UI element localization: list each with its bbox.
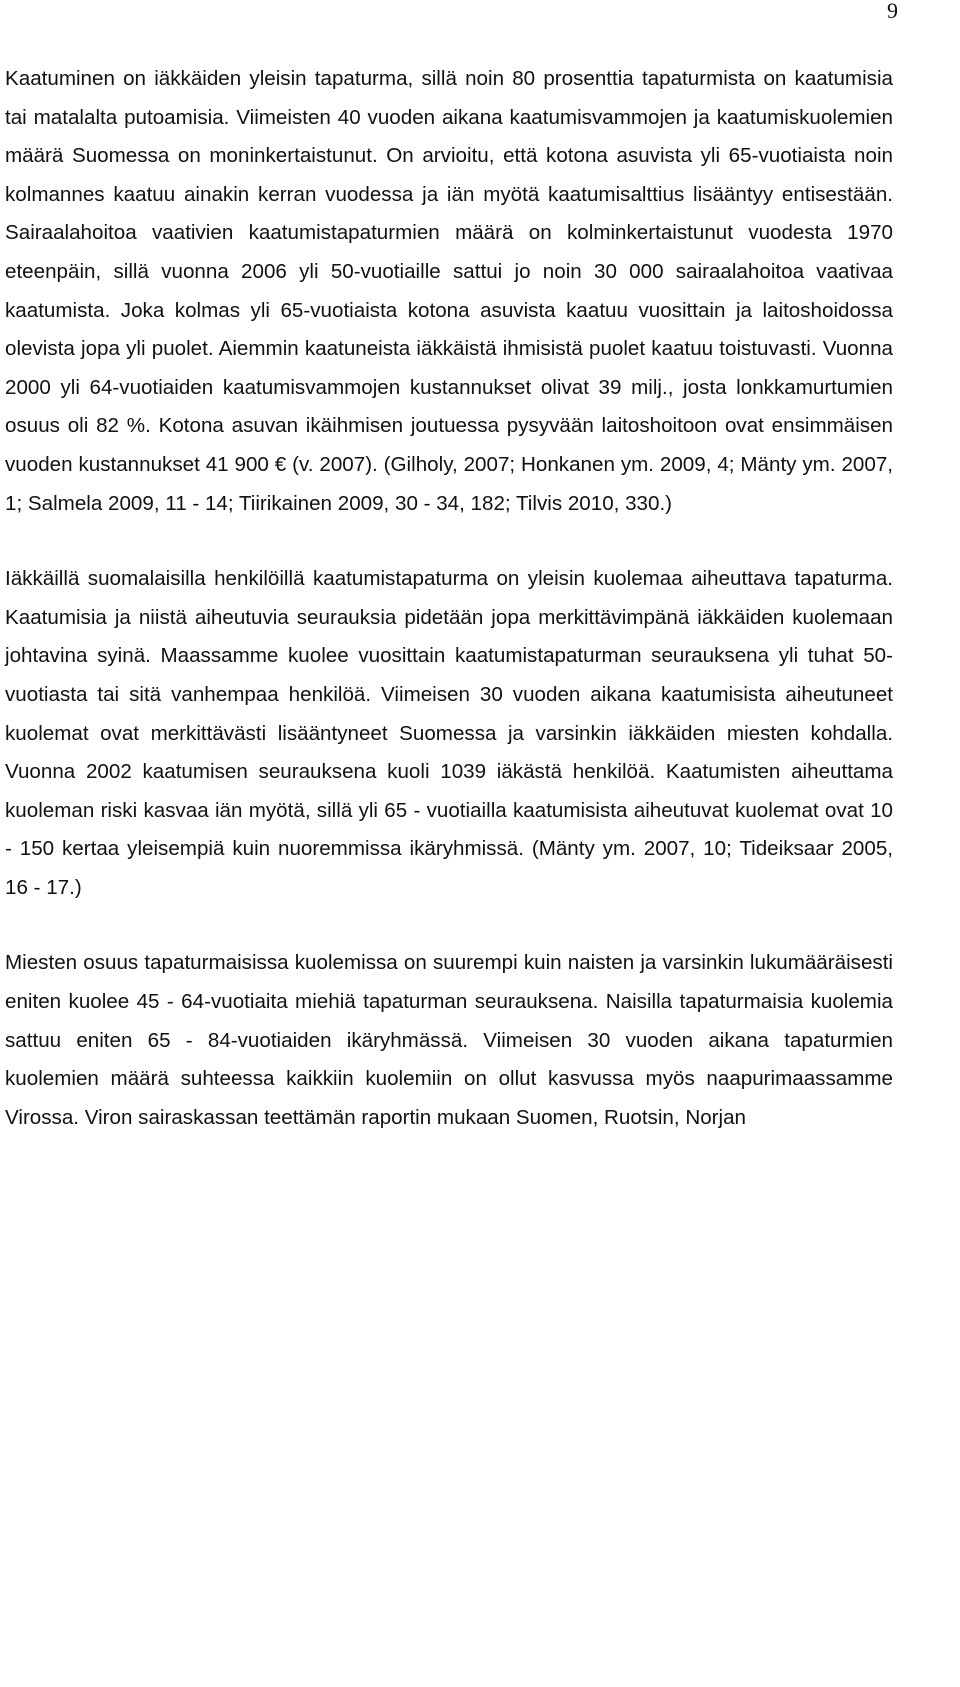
paragraph-falls-prevalence: Kaatuminen on iäkkäiden yleisin tapaturma, sillä noin 80 prosenttia tapaturmista on kaatumisia tai matalalta putoamisia. Viimeisten 40 vuoden aikana kaatumisvammojen ja kaatumiskuolemien määrä Suomessa on moninkertaistunut. On arvioitu, että kotona asuvista yli 65-vuotiaista noin kolmannes kaatuu ainakin kerran vuodessa ja iän myötä kaatumisalttius lisääntyy entisestään. Sairaalahoitoa vaativien kaatumistapaturmien määrä on kolminkertaistunut vuodesta 1970 eteenpäin, sillä vuonna 2006 yli 50-vuotiaille sattui jo noin 30 000 sairaalahoitoa vaativaa kaatumista. Joka kolmas yli 65-vuotiaista kotona asuvista kaatuu vuosittain ja laitoshoidossa olevista jopa yli puolet. Aiemmin kaatuneista iäkkäistä ihmisistä puolet kaatuu toistuvasti. Vuonna 2000 yli 64-vuotiaiden kaatumisvammojen kustannukset olivat 39 milj., josta lonkkamurtumien osuus oli 82 %. Kotona asuvan ikäihmisen joutuessa pysyvään laitoshoitoon ovat ensimmäisen vuoden kustannukset 41 900 € (v. 2007). (Gilholy, 2007; Honkanen ym. 2009, 4; Mänty ym. 2007, 1; Salmela 2009, 11 - 14; Tiirikainen 2009, 30 - 34, 182; Tilvis 2010, 330.) <box>5 67 893 515</box>
paragraph-gender-differences: Miesten osuus tapaturmaisissa kuolemissa on suurempi kuin naisten ja varsinkin lukumääräisesti eniten kuolee 45 - 64-vuotiaita miehiä tapaturman seurauksena. Naisilla tapaturmaisia kuolemia sattuu eniten 65 - 84-vuotiaiden ikäryhmässä. Viimeisen 30 vuoden aikana tapaturmien kuolemien määrä suhteessa kaikkiin kuolemiin on ollut kasvussa myös naapurimaassamme Virossa. Viron sairaskassan teettämän raportin mukaan Suomen, Ruotsin, Norjan <box>5 951 893 1129</box>
page-number: 9 <box>887 0 898 23</box>
paragraph-falls-mortality: Iäkkäillä suomalaisilla henkilöillä kaatumistapaturma on yleisin kuolemaa aiheuttava tapaturma. Kaatumisia ja niistä aiheutuvia seurauksia pidetään jopa merkittävimpänä iäkkäiden kuolemaan johtavina syinä. Maassamme kuolee vuosittain kaatumistapaturman seurauksena yli tuhat 50-vuotiasta tai sitä vanhempaa henkilöä. Viimeisen 30 vuoden aikana kaatumisista aiheutuneet kuolemat ovat merkittävästi lisääntyneet Suomessa ja varsinkin iäkkäiden miesten kohdalla. Vuonna 2002 kaatumisen seurauksena kuoli 1039 iäkästä henkilöä. Kaatumisten aiheuttama kuoleman riski kasvaa iän myötä, sillä yli 65 - vuotiailla kaatumisista aiheutuvat kuolemat ovat 10 - 150 kertaa yleisempiä kuin nuoremmissa ikäryhmissä. (Mänty ym. 2007, 10; Tideiksaar 2005, 16 - 17.) <box>5 567 893 899</box>
document-body <box>5 60 893 1137</box>
